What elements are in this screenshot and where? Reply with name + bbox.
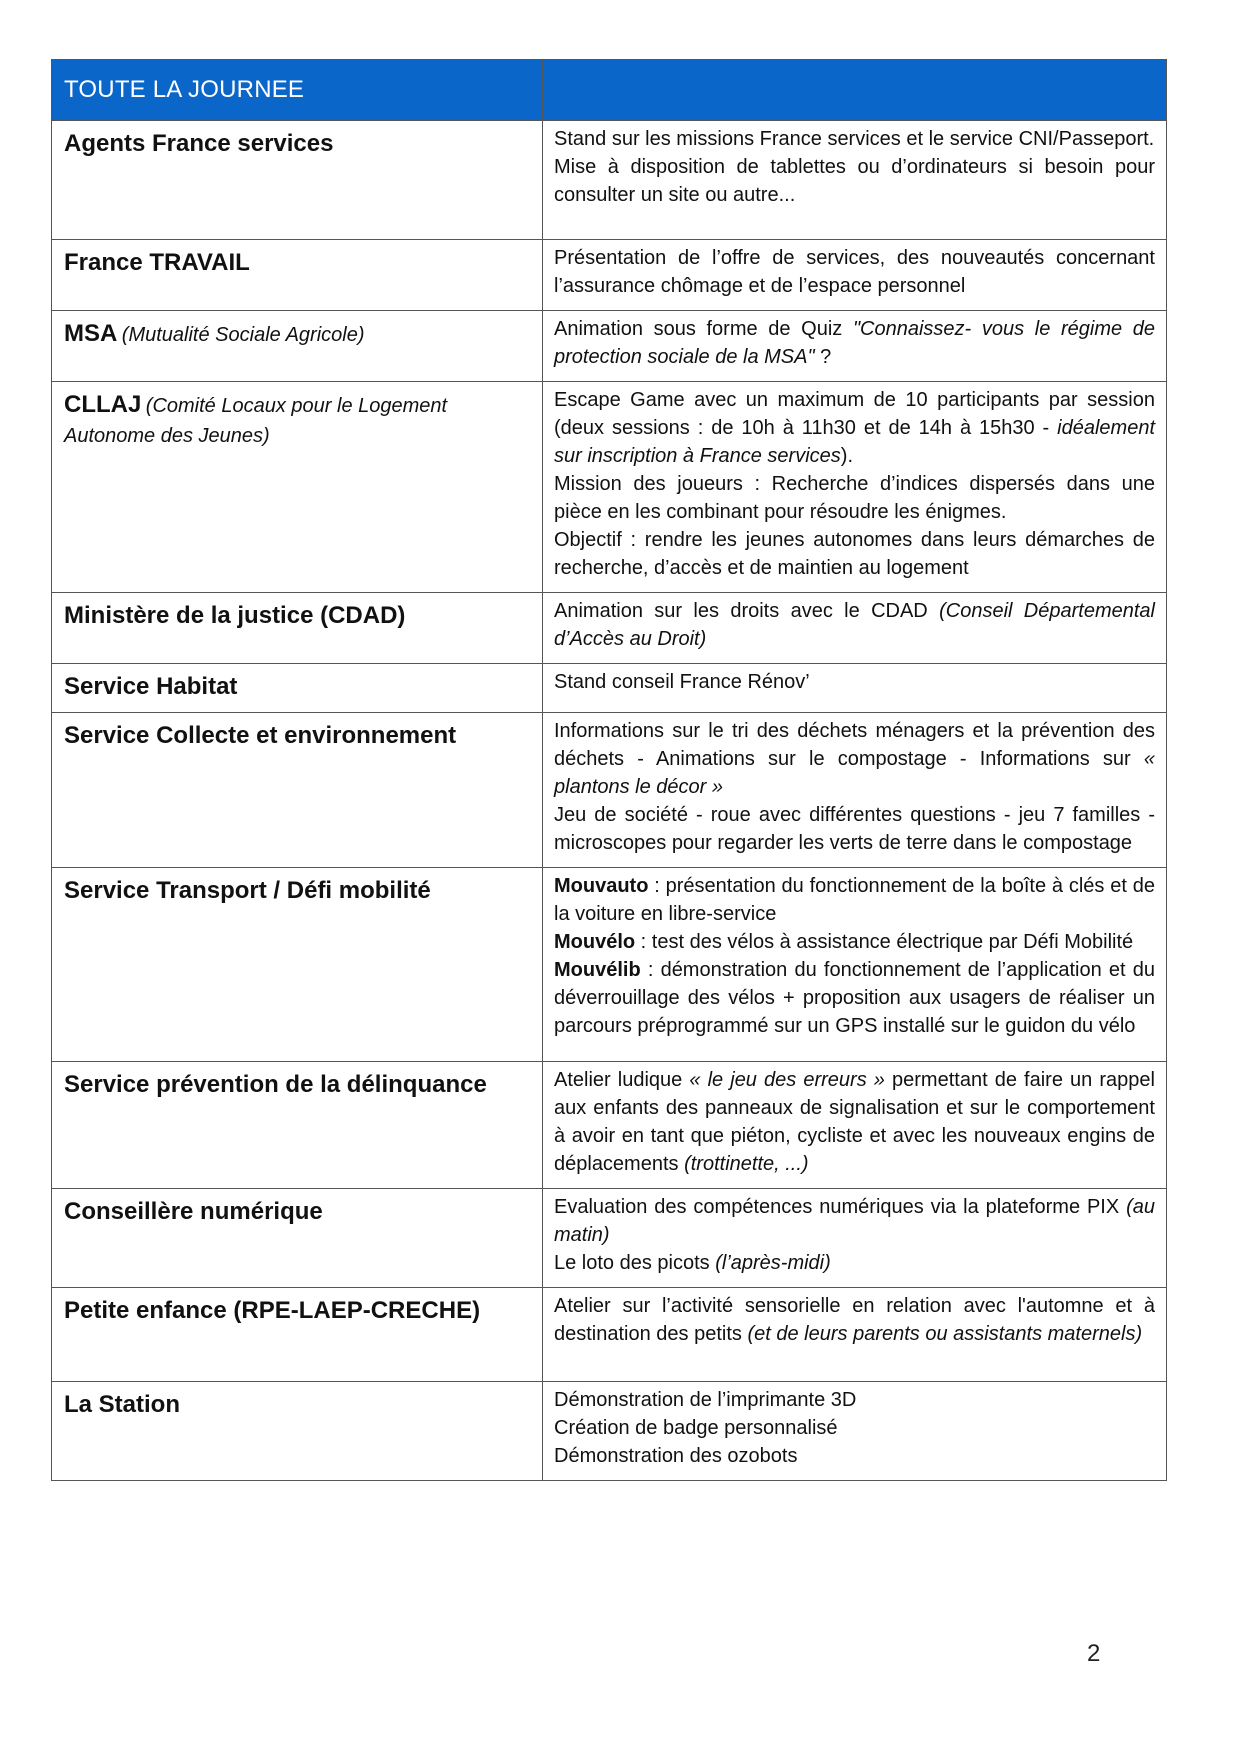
org-cell: [52, 1382, 543, 1481]
description-segment: Présentation de l’offre de services, des nouveautés concernant l’assurance chômage et de l’espace personnel: [554, 247, 1155, 297]
description-paragraph: [554, 526, 1155, 582]
org-name: Service Collecte et environnement: [64, 722, 457, 749]
table-header-row: [52, 60, 1167, 121]
description-segment: Jeu de société - roue avec différentes questions - jeu 7 familles - microscopes pour regarder les verts de terre dans le compostage: [554, 804, 1155, 854]
org-name: Service Habitat: [64, 673, 238, 700]
table-body: [52, 121, 1167, 1481]
description-text: [554, 717, 1155, 857]
description-text: [554, 386, 1155, 582]
description-cell: [543, 121, 1167, 240]
description-segment: Animation sur les droits avec le CDAD: [554, 600, 940, 622]
org-name: Service Transport / Défi mobilité: [64, 877, 431, 904]
description-text: [554, 315, 1155, 371]
table-row: [52, 1288, 1167, 1382]
description-segment: Atelier ludique: [554, 1069, 690, 1091]
description-text: [554, 244, 1155, 300]
table-row: [52, 240, 1167, 311]
description-text: [554, 597, 1155, 653]
org-name: CLLAJ: [64, 391, 142, 418]
description-segment: ).: [840, 445, 853, 467]
description-cell: [543, 713, 1167, 868]
org-subtitle: (Mutualité Sociale Agricole): [121, 324, 365, 346]
description-segment: Informations sur le tri des déchets ménagers et la prévention des déchets - Animations sur le compostage - Informations sur: [554, 720, 1155, 770]
description-cell: [543, 1288, 1167, 1382]
description-cell: [543, 593, 1167, 664]
description-segment: Escape Game avec un maximum de 10 participants par session (deux sessions : de 10h à 11h30 et de 14h à 15h30 -: [554, 389, 1155, 439]
description-cell: [543, 1189, 1167, 1288]
table-row: [52, 311, 1167, 382]
table-row: [52, 664, 1167, 713]
table-row: [52, 1062, 1167, 1189]
org-cell: [52, 121, 543, 240]
table-row: [52, 868, 1167, 1062]
description-text: [554, 668, 1155, 696]
description-paragraph: [554, 668, 1155, 696]
header-empty-cell: [543, 60, 1167, 121]
description-bold-term: Mouvélib: [554, 959, 641, 981]
org-name: Conseillère numérique: [64, 1198, 323, 1225]
description-text: [554, 1292, 1155, 1348]
description-paragraph: [554, 1292, 1155, 1348]
description-segment: : démonstration du fonctionnement de l’application et du déverrouillage des vélos + proposition aux usagers de réaliser un parcours préprogrammé sur un GPS installé sur le guidon du vélo: [554, 959, 1155, 1037]
org-name: Service prévention de la délinquance: [64, 1071, 487, 1098]
description-segment: Stand sur les missions France services et le service CNI/Passeport.: [554, 128, 1155, 150]
description-segment: Création de badge personnalisé: [554, 1417, 838, 1439]
description-paragraph: [554, 1066, 1155, 1178]
description-bold-term: Mouvélo: [554, 931, 636, 953]
description-text: [554, 872, 1155, 1040]
page-number: 2: [1087, 1640, 1101, 1667]
description-segment: permettant de faire un rappel aux enfants des panneaux de signalisation et sur le comportement à avoir en tant que piéton, cycliste et avec les nouveaux engins de déplacements: [554, 1069, 1155, 1175]
description-paragraph: [554, 1386, 1155, 1414]
description-italic-text: (l’après-midi): [715, 1252, 831, 1274]
description-paragraph: [554, 872, 1155, 928]
description-text: [554, 1386, 1155, 1470]
program-table: [51, 59, 1167, 1481]
description-paragraph: [554, 1442, 1155, 1470]
description-segment: Le loto des picots: [554, 1252, 716, 1274]
description-paragraph: [554, 1249, 1155, 1277]
description-italic-text: (au matin): [554, 1196, 1155, 1246]
description-cell: [543, 1382, 1167, 1481]
org-name: Agents France services: [64, 130, 334, 157]
description-paragraph: [554, 244, 1155, 300]
org-name: France TRAVAIL: [64, 249, 250, 276]
header-title-cell: [52, 60, 543, 121]
description-segment: Mission des joueurs : Recherche d’indices dispersés dans une pièce en les combinant pour résoudre les énigmes.: [554, 473, 1155, 523]
table-row: [52, 1382, 1167, 1481]
table-row: [52, 382, 1167, 593]
table-row: [52, 121, 1167, 240]
description-cell: [543, 664, 1167, 713]
description-paragraph: [554, 801, 1155, 857]
description-italic-text: (et de leurs parents ou assistants maternels): [747, 1323, 1143, 1345]
description-italic-text: « plantons le décor »: [554, 748, 1155, 798]
description-segment: Evaluation des compétences numériques via la plateforme PIX: [554, 1196, 1127, 1218]
org-subtitle: (Comité Locaux pour le Logement Autonome des Jeunes): [64, 395, 448, 447]
org-cell: [52, 1062, 543, 1189]
description-italic-text: "Connaissez- vous le régime de protection sociale de la MSA": [554, 318, 1155, 368]
description-cell: [543, 311, 1167, 382]
description-segment: ?: [814, 346, 832, 368]
table-row: [52, 713, 1167, 868]
description-paragraph: [554, 928, 1155, 956]
org-cell: [52, 240, 543, 311]
org-name: Petite enfance (RPE-LAEP-CRECHE): [64, 1297, 481, 1324]
description-segment: Démonstration des ozobots: [554, 1445, 798, 1467]
org-cell: [52, 1288, 543, 1382]
table-row: [52, 593, 1167, 664]
org-cell: [52, 593, 543, 664]
description-text: [554, 125, 1155, 209]
description-paragraph: [554, 386, 1155, 470]
description-text: [554, 1066, 1155, 1178]
description-paragraph: [554, 717, 1155, 801]
org-cell: [52, 382, 543, 593]
description-cell: [543, 382, 1167, 593]
org-cell: [52, 311, 543, 382]
description-paragraph: [554, 1414, 1155, 1442]
description-paragraph: [554, 125, 1155, 153]
table-row: [52, 1189, 1167, 1288]
description-segment: Démonstration de l’imprimante 3D: [554, 1389, 857, 1411]
org-cell: [52, 664, 543, 713]
description-cell: [543, 1062, 1167, 1189]
description-segment: Stand conseil France Rénov’: [554, 671, 810, 693]
description-cell: [543, 868, 1167, 1062]
description-segment: Animation sous forme de Quiz: [554, 318, 853, 340]
org-name: MSA: [64, 320, 118, 347]
org-cell: [52, 868, 543, 1062]
description-italic-text: (trottinette, ...): [684, 1153, 809, 1175]
description-paragraph: [554, 1193, 1155, 1249]
description-paragraph: [554, 956, 1155, 1040]
description-paragraph: [554, 470, 1155, 526]
description-italic-text: « le jeu des erreurs »: [689, 1069, 885, 1091]
description-bold-term: Mouvauto: [554, 875, 649, 897]
org-name: Ministère de la justice (CDAD): [64, 602, 406, 629]
description-segment: Atelier sur l’activité sensorielle en relation avec l'automne et à destination des petits: [554, 1295, 1155, 1345]
header-title: TOUTE LA JOURNEE: [64, 76, 305, 103]
description-italic-text: (Conseil Départemental d’Accès au Droit): [554, 600, 1155, 650]
description-segment: Objectif : rendre les jeunes autonomes dans leurs démarches de recherche, d’accès et de maintien au logement: [554, 529, 1155, 579]
description-segment: : présentation du fonctionnement de la boîte à clés et de la voiture en libre-service: [554, 875, 1155, 925]
description-segment: Mise à disposition de tablettes ou d’ordinateurs si besoin pour consulter un site ou autre...: [554, 156, 1155, 206]
description-italic-text: idéalement sur inscription à France services: [554, 417, 1155, 467]
description-text: [554, 1193, 1155, 1277]
description-paragraph: [554, 315, 1155, 371]
description-paragraph: [554, 153, 1155, 209]
org-cell: [52, 1189, 543, 1288]
description-paragraph: [554, 597, 1155, 653]
description-cell: [543, 240, 1167, 311]
org-name: La Station: [64, 1391, 181, 1418]
description-segment: : test des vélos à assistance électrique par Défi Mobilité: [635, 931, 1134, 953]
org-cell: [52, 713, 543, 868]
